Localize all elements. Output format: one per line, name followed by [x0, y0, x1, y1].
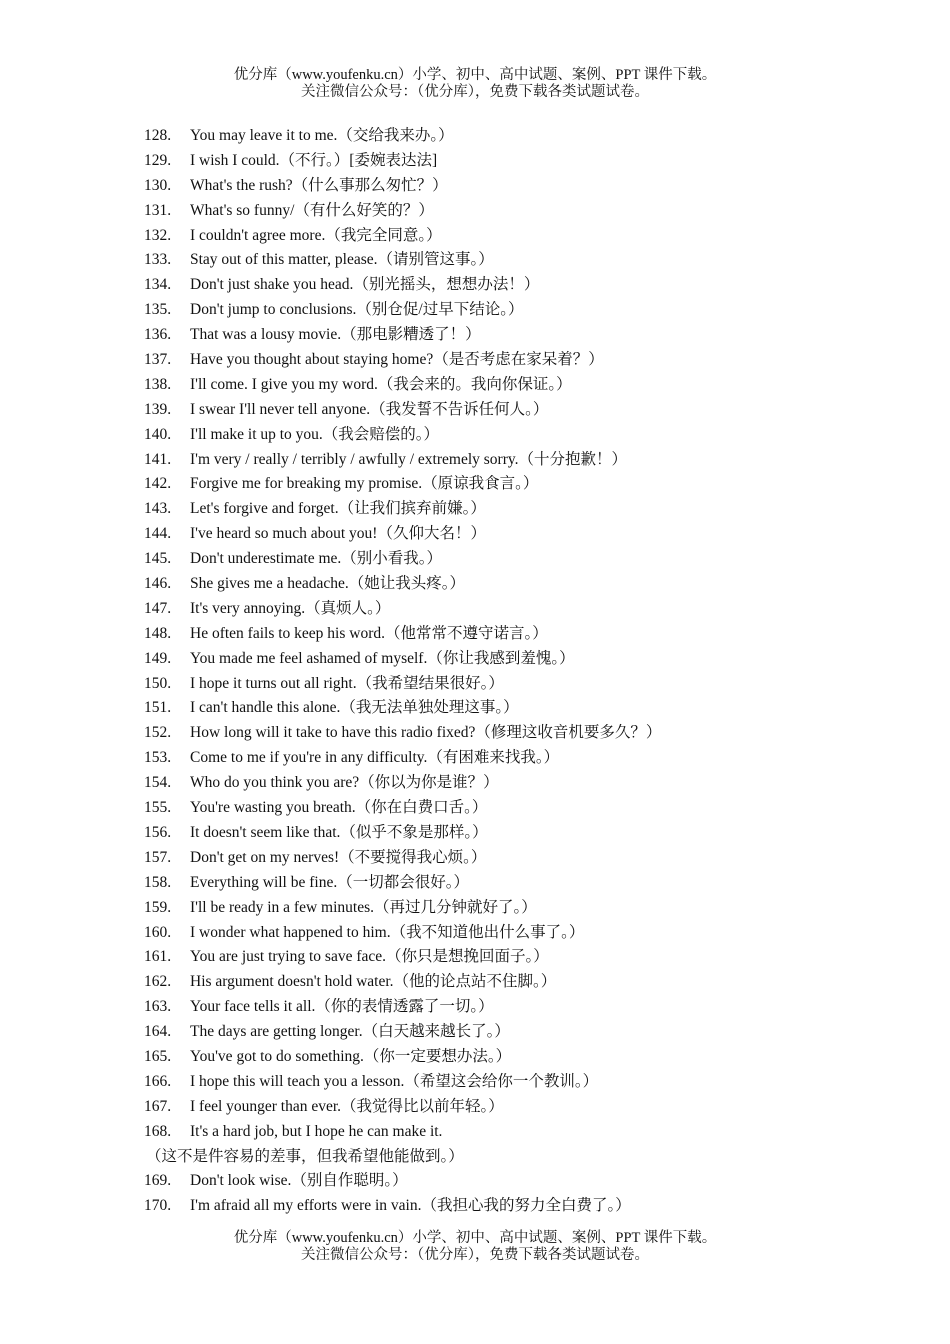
list-item — [0, 273, 950, 298]
item-text: （这不是件容易的差事，但我希望他能做到。） — [146, 1147, 464, 1165]
item-text: Who do you think you are?（你以为你是谁？） — [190, 774, 499, 792]
list-item — [0, 1145, 950, 1170]
item-number: 132. — [144, 226, 172, 244]
item-text: It doesn't seem like that.（似乎不象是那样。） — [190, 823, 488, 841]
item-text: Don't just shake you head.（别光摇头，想想办法！） — [190, 276, 540, 294]
list-item — [0, 1120, 950, 1145]
item-text: It's a hard job, but I hope he can make it. — [190, 1122, 443, 1140]
item-text: I swear I'll never tell anyone.（我发誓不告诉任何人。） — [190, 400, 549, 418]
item-number: 169. — [144, 1172, 172, 1190]
list-item — [0, 199, 950, 224]
item-text: I wonder what happened to him.（我不知道他出什么事了。） — [190, 923, 585, 941]
item-text: Don't jump to conclusions.（别仓促/过早下结论。） — [190, 301, 524, 319]
item-number: 170. — [144, 1197, 172, 1215]
item-text: The days are getting longer.（白天越来越长了。） — [190, 1023, 510, 1041]
page-footer — [0, 1230, 950, 1264]
item-number: 168. — [144, 1122, 172, 1140]
footer-line-2: 关注微信公众号：（优分库），免费下载各类试题试卷。 — [301, 1247, 649, 1263]
item-number: 147. — [144, 599, 172, 617]
item-text: I couldn't agree more.（我完全同意。） — [190, 226, 442, 244]
item-number: 162. — [144, 973, 172, 991]
item-number: 144. — [144, 525, 172, 543]
item-text: You may leave it to me.（交给我来办。） — [190, 127, 454, 144]
item-text: That was a lousy movie.（那电影糟透了！） — [190, 326, 481, 344]
list-item — [0, 298, 950, 323]
list-item — [0, 995, 950, 1020]
item-text: I wish I could.（不行。）[委婉表达法] — [190, 151, 438, 169]
list-item — [0, 1070, 950, 1095]
item-text: You've got to do something.（你一定要想办法。） — [190, 1047, 512, 1065]
list-item — [0, 1020, 950, 1045]
list-item — [0, 522, 950, 547]
page-header — [0, 67, 950, 101]
list-item — [0, 696, 950, 721]
list-item — [0, 721, 950, 746]
header-line-2: 关注微信公众号：（优分库），免费下载各类试题试卷。 — [301, 84, 649, 100]
list-item — [0, 547, 950, 572]
list-item — [0, 921, 950, 946]
list-item — [0, 448, 950, 473]
item-number: 133. — [144, 251, 172, 269]
item-number: 141. — [144, 450, 172, 468]
item-text: It's very annoying.（真烦人。） — [190, 599, 391, 617]
list-item — [0, 149, 950, 174]
item-text: What's so funny/（有什么好笑的？） — [190, 201, 434, 219]
item-text: What's the rush?（什么事那么匆忙？） — [190, 176, 448, 194]
item-text: Let's forgive and forget.（让我们摈弃前嫌。） — [190, 500, 486, 518]
item-number: 151. — [144, 699, 172, 717]
list-item — [0, 398, 950, 423]
list-item — [0, 622, 950, 647]
item-number: 129. — [144, 151, 172, 169]
list-item — [0, 846, 950, 871]
item-text: Don't look wise.（别自作聪明。） — [190, 1172, 408, 1190]
item-number: 135. — [144, 301, 172, 319]
item-number: 153. — [144, 749, 172, 767]
item-number: 166. — [144, 1072, 172, 1090]
item-text: I hope it turns out all right.（我希望结果很好。） — [190, 674, 504, 692]
item-number: 140. — [144, 425, 172, 443]
item-number: 128. — [144, 127, 172, 144]
footer-line-1: 优分库（www.youfenku.cn）小学、初中、高中试题、案例、PPT 课件下载。 — [233, 1230, 717, 1246]
item-text: Come to me if you're in any difficulty.（有困难来找我。） — [190, 749, 560, 767]
item-text: Your face tells it all.（你的表情透露了一切。） — [190, 998, 494, 1016]
item-text: Have you thought about staying home?（是否考虑在家呆着？） — [190, 351, 604, 369]
item-text: I'm afraid all my efforts were in vain.（我担心我的努力全白费了。） — [190, 1197, 631, 1215]
item-number: 149. — [144, 649, 172, 667]
list-item — [0, 373, 950, 398]
item-number: 155. — [144, 799, 172, 817]
item-number: 161. — [144, 948, 172, 966]
item-number: 160. — [144, 923, 172, 941]
item-number: 134. — [144, 276, 172, 294]
list-item — [0, 796, 950, 821]
item-text: You're wasting you breath.（你在白费口舌。） — [190, 799, 488, 817]
item-number: 143. — [144, 500, 172, 518]
item-text: His argument doesn't hold water.（他的论点站不住脚。） — [190, 973, 557, 991]
header-line-1: 优分库（www.youfenku.cn）小学、初中、高中试题、案例、PPT 课件下载。 — [233, 67, 717, 83]
list-item — [0, 423, 950, 448]
list-item — [0, 970, 950, 995]
item-number: 145. — [144, 550, 172, 568]
item-number: 165. — [144, 1047, 172, 1065]
list-item — [0, 597, 950, 622]
list-item — [0, 771, 950, 796]
item-text: Don't underestimate me.（别小看我。） — [190, 550, 443, 568]
list-item — [0, 472, 950, 497]
item-number: 167. — [144, 1097, 172, 1115]
item-number: 163. — [144, 998, 172, 1016]
item-number: 158. — [144, 873, 172, 891]
item-number: 138. — [144, 375, 172, 393]
list-item — [0, 497, 950, 522]
list-item — [0, 174, 950, 199]
list-item — [0, 821, 950, 846]
list-item — [0, 1045, 950, 1070]
item-text: I feel younger than ever.（我觉得比以前年轻。） — [190, 1097, 504, 1115]
item-number: 146. — [144, 575, 172, 593]
item-text: Forgive me for breaking my promise.（原谅我食言。） — [190, 475, 539, 493]
item-number: 159. — [144, 898, 172, 916]
item-number: 154. — [144, 774, 172, 792]
item-number: 137. — [144, 351, 172, 369]
item-text: Don't get on my nerves!（不要搅得我心烦。） — [190, 848, 487, 866]
list-item — [0, 871, 950, 896]
list-item — [0, 224, 950, 249]
item-text: Stay out of this matter, please.（请别管这事。） — [190, 251, 494, 269]
item-text: Everything will be fine.（一切都会很好。） — [190, 873, 469, 891]
list-item — [0, 1194, 950, 1219]
item-number: 157. — [144, 848, 172, 866]
list-item — [0, 572, 950, 597]
list-item — [0, 672, 950, 697]
item-number: 139. — [144, 400, 172, 418]
list-item — [0, 746, 950, 771]
item-text: I hope this will teach you a lesson.（希望这会给你一个教训。） — [190, 1072, 599, 1090]
list-item — [0, 348, 950, 373]
item-text: I'm very / really / terribly / awfully / extremely sorry.（十分抱歉！） — [190, 450, 627, 468]
item-number: 136. — [144, 326, 172, 344]
item-number: 150. — [144, 674, 172, 692]
list-item — [0, 248, 950, 273]
item-text: She gives me a headache.（她让我头疼。） — [190, 575, 466, 593]
item-number: 156. — [144, 823, 172, 841]
item-number: 148. — [144, 624, 172, 642]
list-item — [0, 945, 950, 970]
list-item — [0, 124, 950, 149]
list-item — [0, 647, 950, 672]
item-number: 130. — [144, 176, 172, 194]
item-text: How long will it take to have this radio fixed?（修理这收音机要多久？） — [190, 724, 662, 742]
item-text: You are just trying to save face.（你只是想挽回面子。） — [190, 948, 549, 966]
item-text: He often fails to keep his word.（他常常不遵守诺言。） — [190, 624, 548, 642]
list-item — [0, 1095, 950, 1120]
item-text: I'll be ready in a few minutes.（再过几分钟就好了。） — [190, 898, 537, 916]
item-text: I'll make it up to you.（我会赔偿的。） — [190, 425, 440, 443]
list-item — [0, 1169, 950, 1194]
item-number: 164. — [144, 1023, 172, 1041]
item-number: 142. — [144, 475, 172, 493]
list-item — [0, 323, 950, 348]
item-number: 152. — [144, 724, 172, 742]
list-item — [0, 896, 950, 921]
item-text: I'll come. I give you my word.（我会来的。我向你保证。） — [190, 375, 572, 393]
item-text: I've heard so much about you!（久仰大名！） — [190, 525, 486, 543]
item-number: 131. — [144, 201, 172, 219]
phrase-list — [0, 124, 950, 1219]
item-text: I can't handle this alone.（我无法单独处理这事。） — [190, 699, 519, 717]
item-text: You made me feel ashamed of myself.（你让我感到羞愧。） — [190, 649, 575, 667]
